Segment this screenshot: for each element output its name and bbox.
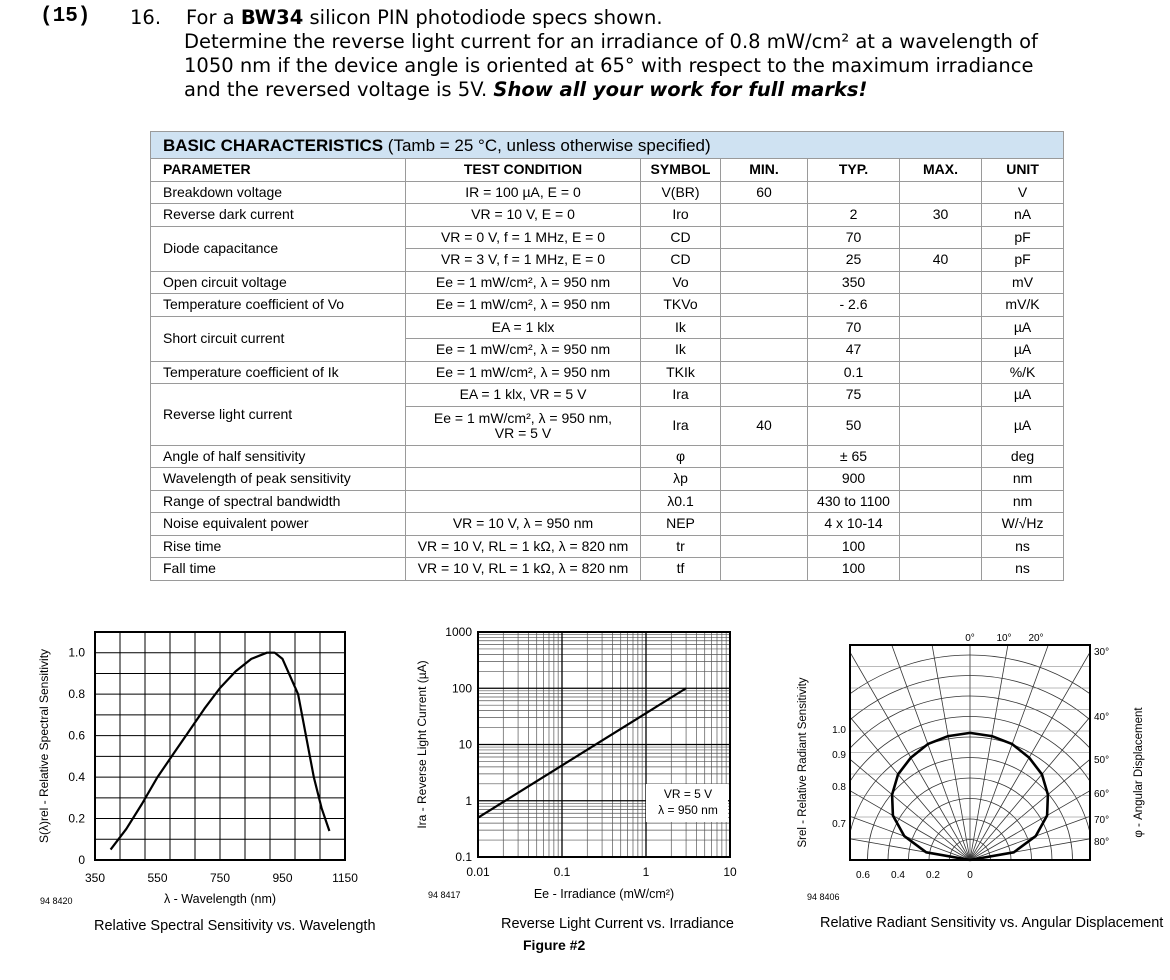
bottom-label: 0.4: [891, 870, 905, 881]
angle-label: 60°: [1094, 789, 1110, 800]
header-unit: UNIT: [982, 159, 1064, 182]
x-tick-label: 0.01: [466, 865, 490, 879]
question-intro: For a: [186, 6, 241, 29]
table-title-condition: (Tamb = 25 °C, unless otherwise specified): [383, 135, 711, 155]
table-row: Wavelength of peak sensitivity λp 900 nm: [151, 468, 1064, 491]
header-symbol: SYMBOL: [641, 159, 721, 182]
x-tick-label: 950: [272, 871, 293, 885]
angle-label: 70°: [1094, 815, 1110, 826]
figure-code: 94 8420: [40, 896, 73, 906]
y-axis-label: Ira - Reverse Light Current (µA): [415, 660, 429, 829]
bottom-label: 0.2: [926, 870, 940, 881]
polar-spoke: [970, 625, 1160, 860]
y-tick-label: 0.1: [455, 850, 472, 864]
x-tick-label: 750: [209, 871, 231, 885]
x-tick-label: 10: [723, 865, 737, 879]
polar-spoke: [790, 791, 970, 860]
y-tick-label: 1.0: [68, 645, 85, 660]
question-marks: (15): [40, 5, 91, 28]
annotation-line: λ = 950 nm: [658, 803, 718, 817]
table-row: Noise equivalent power VR = 10 V, λ = 950 nm NEP 4 x 10-14 W/√Hz: [151, 513, 1064, 536]
y-axis-label: Srel - Relative Radiant Sensitivity: [797, 677, 809, 848]
question-line-2: Determine the reverse light current for an irradiance of 0.8 mW/cm² at a wavelength of: [184, 30, 1038, 53]
table-header-row: [151, 159, 1064, 182]
polar-ring: [790, 655, 1160, 905]
table-row: Reverse light current EA = 1 klx, VR = 5 V Ira 75 µA: [151, 384, 1064, 407]
x-tick-label: 0.1: [553, 865, 571, 879]
chart3-caption: Relative Radiant Sensitivity vs. Angular Displacement: [820, 915, 1164, 931]
question-line-3: 1050 nm if the device angle is oriented at 65° with respect to the maximum irradiance: [184, 54, 1034, 77]
table-row: Ee = 1 mW/cm², λ = 950 nm Ik 47 µA: [151, 339, 1064, 362]
table-row: Temperature coefficient of Ik Ee = 1 mW/cm², λ = 950 nm TKIk 0.1 %/K: [151, 361, 1064, 384]
polar-spoke: [790, 625, 970, 860]
y-tick-label: 10: [458, 737, 472, 752]
reverse-current-chart: [410, 620, 750, 905]
angle-label: 10°: [996, 633, 1012, 644]
table-row: Reverse dark current VR = 10 V, E = 0 Iro 2 30 nA: [151, 204, 1064, 227]
angle-label: 20°: [1028, 633, 1044, 644]
device-name: BW34: [240, 6, 304, 29]
question-line-1: [130, 6, 663, 30]
spec-table: [150, 131, 1064, 581]
y-tick-label: 100: [451, 681, 472, 696]
y-tick-label: 0: [78, 853, 85, 867]
table-title-row: [151, 132, 1064, 159]
polar-spoke: [790, 625, 970, 860]
radial-label: 0.7: [832, 819, 846, 830]
spectral-sensitivity-chart: [30, 620, 380, 910]
radial-label: 1.0: [832, 725, 846, 736]
x-tick-label: 1150: [332, 871, 358, 885]
annotation-line: VR = 5 V: [663, 787, 713, 801]
question-intro-post: silicon PIN photodiode specs shown.: [303, 6, 663, 29]
angle-label: 80°: [1094, 837, 1110, 848]
polar-spoke: [790, 625, 970, 860]
figure-code: 94 8406: [807, 892, 840, 902]
y-axis-label-right: φ - Angular Displacement: [1133, 707, 1145, 838]
figure-code: 94 8417: [428, 890, 461, 900]
x-axis-label: λ - Wavelength (nm): [163, 892, 277, 906]
y-tick-label: 1: [465, 793, 472, 808]
polar-spoke: [970, 625, 1160, 860]
y-tick-label: 0.8: [68, 687, 85, 702]
polar-spoke: [790, 660, 970, 860]
question-line-4-text: and the reversed voltage is 5V.: [184, 78, 494, 101]
table-row: Fall time VR = 10 V, RL = 1 kΩ, λ = 820 nm tf 100 ns: [151, 558, 1064, 581]
table-row: Breakdown voltage IR = 100 µA, E = 0 V(BR) 60 V: [151, 181, 1064, 204]
table-row: Angle of half sensitivity φ ± 65 deg: [151, 445, 1064, 468]
polar-spoke: [790, 723, 970, 860]
x-axis-label: Ee - Irradiance (mW/cm²): [533, 887, 675, 901]
y-tick-label: 1000: [445, 625, 472, 639]
x-tick-label: 350: [84, 871, 106, 885]
y-axis-label: S(λ)rel - Relative Spectral Sensitivity: [37, 648, 51, 844]
header-parameter: PARAMETER: [151, 159, 406, 182]
question-line-4: [184, 78, 867, 102]
radial-label: 0.8: [832, 782, 846, 793]
table-title: BASIC CHARACTERISTICS: [163, 135, 384, 155]
polar-spoke: [970, 625, 1160, 860]
angle-label: 0°: [965, 633, 975, 644]
chart2-caption: Reverse Light Current vs. Irradiance: [501, 916, 734, 932]
table-row: Diode capacitance VR = 0 V, f = 1 MHz, E = 0 CD 70 pF: [151, 226, 1064, 249]
radiant-sensitivity-chart: [790, 625, 1160, 905]
polar-spoke: [970, 723, 1160, 860]
bottom-label: 0: [967, 870, 973, 881]
chart1-caption: Relative Spectral Sensitivity vs. Wavelength: [94, 918, 376, 934]
y-tick-label: 0.6: [68, 728, 85, 743]
table-row: VR = 3 V, f = 1 MHz, E = 0 CD 25 40 pF: [151, 249, 1064, 272]
angle-label: 50°: [1094, 755, 1110, 766]
x-tick-label: 550: [147, 871, 168, 885]
figure-label: Figure #2: [523, 937, 586, 953]
y-tick-label: 0.2: [68, 811, 85, 826]
question-number: 16.: [130, 6, 162, 29]
question-emphasis: Show all your work for full marks!: [493, 78, 868, 101]
bottom-label: 0.6: [856, 870, 870, 881]
y-tick-label: 0.4: [68, 770, 85, 785]
header-typ: TYP.: [808, 159, 900, 182]
table-row: Range of spectral bandwidth λ0.1 430 to 1100 nm: [151, 490, 1064, 513]
table-row: Open circuit voltage Ee = 1 mW/cm², λ = 950 nm Vo 350 mV: [151, 271, 1064, 294]
radial-label: 0.9: [832, 750, 846, 761]
table-row: Ee = 1 mW/cm², λ = 950 nm, VR = 5 V Ira 40 50 µA: [151, 406, 1064, 445]
table-row: Temperature coefficient of Vo Ee = 1 mW/cm², λ = 950 nm TKVo - 2.6 mV/K: [151, 294, 1064, 317]
x-tick-label: 1: [642, 865, 650, 879]
header-min: MIN.: [721, 159, 808, 182]
angle-label: 40°: [1094, 712, 1110, 723]
header-max: MAX.: [900, 159, 982, 182]
table-row: Short circuit current EA = 1 klx Ik 70 µA: [151, 316, 1064, 339]
angle-label: 30°: [1094, 647, 1110, 658]
header-test-condition: TEST CONDITION: [406, 159, 641, 182]
table-row: Rise time VR = 10 V, RL = 1 kΩ, λ = 820 nm tr 100 ns: [151, 535, 1064, 558]
